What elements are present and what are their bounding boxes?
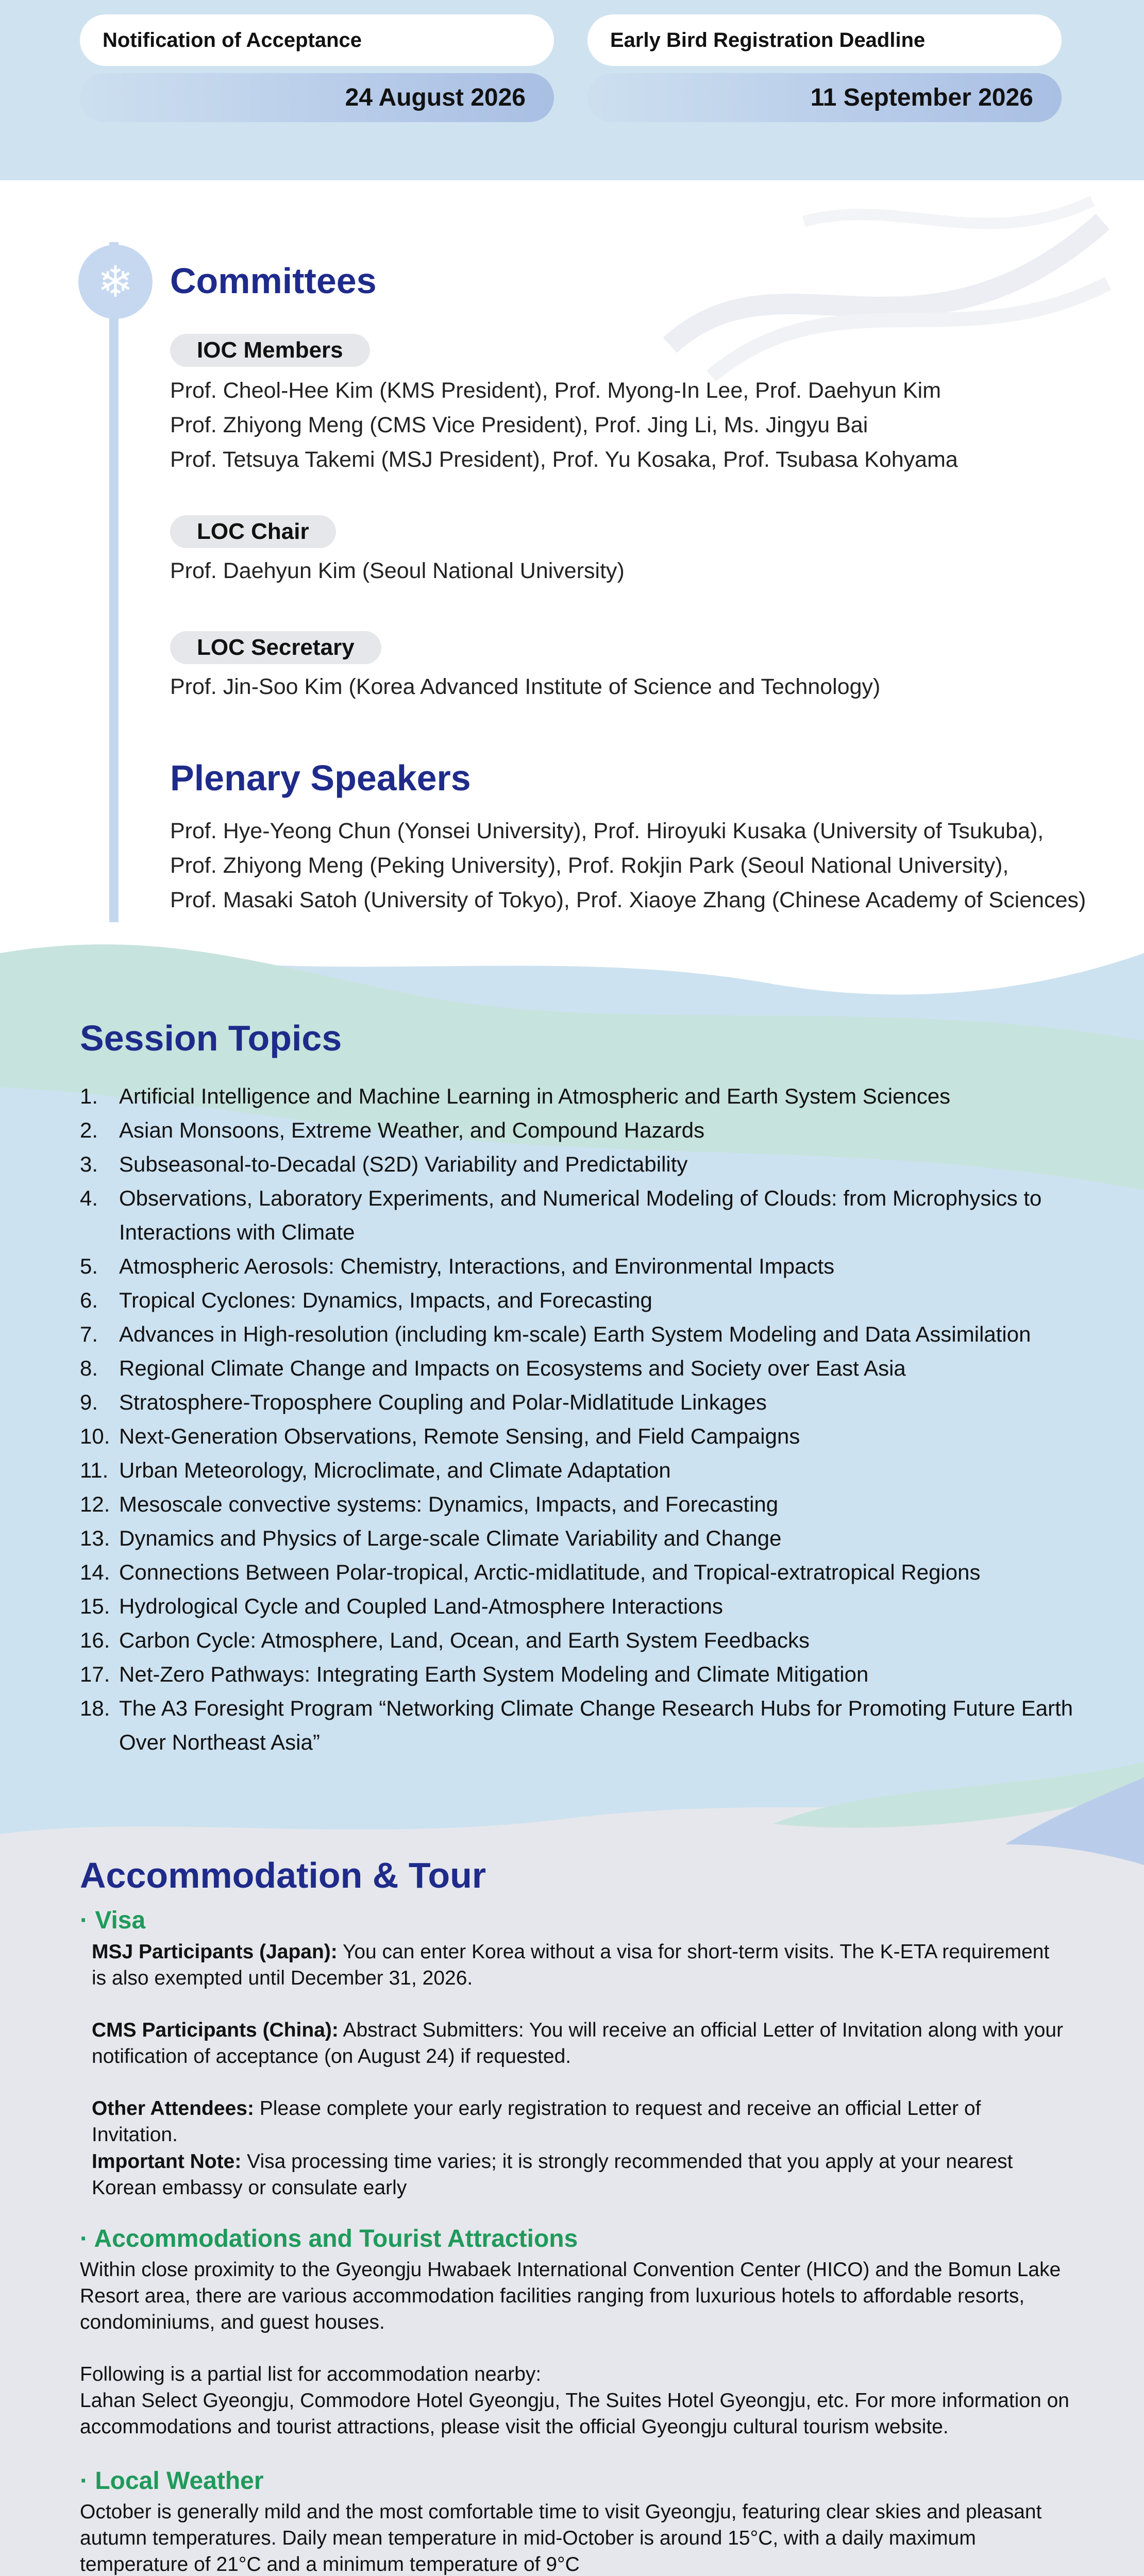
accommodations-list: Following is a partial list for accommodation nearby: Lahan Select Gyeongju, Commodore Hotel Gyeongju, The Suites Hotel Gyeongju, etc. For more information on accommodations and tourist attractions, please visit the official Gyeongju cultural tourism website. — [80, 2363, 1069, 2438]
loc-chair-label: LOC Chair — [170, 515, 336, 548]
topic-text: Stratosphere-Troposphere Coupling and Polar-Midlatitude Linkages — [119, 1390, 767, 1414]
topic-text: Mesoscale convective systems: Dynamics, Impacts, and Forecasting — [119, 1492, 779, 1516]
topic-text: Urban Meteorology, Microclimate, and Climate Adaptation — [119, 1458, 671, 1482]
decorative-swirl — [649, 191, 1113, 386]
topic-text: Tropical Cyclones: Dynamics, Impacts, and Forecasting — [119, 1288, 652, 1312]
session-topic-item — [80, 1419, 1085, 1453]
topic-number: 5. — [80, 1254, 98, 1278]
snowflake-icon: ❄ — [78, 245, 153, 319]
topic-number: 15. — [80, 1594, 110, 1618]
committees-section — [0, 180, 1144, 953]
session-topic-item — [80, 1657, 1085, 1691]
session-topic-item — [80, 1385, 1085, 1419]
topic-number: 1. — [80, 1084, 98, 1108]
accommodations-heading: · Accommodations and Tourist Attractions — [80, 2225, 578, 2252]
accommodation-title: Accommodation & Tour — [80, 1855, 486, 1895]
topic-number: 8. — [80, 1356, 98, 1380]
loc-chair-text: Prof. Daehyun Kim (Seoul National University) — [170, 558, 625, 583]
session-topic-item — [80, 1317, 1085, 1351]
session-topic-item — [80, 1079, 1085, 1113]
decorative-wave — [0, 1762, 1144, 1927]
plenary-speakers: Prof. Hye-Yeong Chun (Yonsei University), Prof. Hiroyuki Kusaka (University of Tsukuba), Prof. Zhiyong Meng (Peking University), Prof. Rokjin Park (Seoul National University), Prof. Masaki Satoh (University of Tokyo), Prof. Xiaoye Zhang (Chinese Academy of Sciences) — [170, 819, 1086, 912]
topic-number: 13. — [80, 1526, 110, 1550]
visa-other: Other Attendees: Please complete your early registration to request and receive an official Letter of Invitation. — [92, 2097, 981, 2146]
deadline-label: Early Bird Registration Deadline — [587, 14, 1062, 66]
topic-text: Carbon Cycle: Atmosphere, Land, Ocean, and Earth System Feedbacks — [119, 1628, 810, 1652]
topic-number: 10. — [80, 1424, 110, 1448]
session-topic-item — [80, 1249, 1085, 1283]
timeline-line — [109, 242, 119, 953]
visa-msj: MSJ Participants (Japan): You can enter Korea without a visa for short-term visits. The K-ETA requirement is also exempted until December 31, 2026. — [92, 1941, 1050, 1989]
topic-number: 2. — [80, 1118, 98, 1142]
session-topic-item — [80, 1623, 1085, 1657]
session-topic-item — [80, 1453, 1085, 1487]
deadline-date: 24 August 2026 — [80, 73, 554, 122]
loc-secretary-text: Prof. Jin-Soo Kim (Korea Advanced Institute of Science and Technology) — [170, 674, 881, 699]
session-topic-item — [80, 1351, 1085, 1385]
visa-cms: CMS Participants (China): Abstract Submitters: You will receive an official Letter of Invitation along with your notification of acceptance (on August 24) if requested. — [92, 2019, 1064, 2067]
topic-text: Next-Generation Observations, Remote Sensing, and Field Campaigns — [119, 1424, 800, 1448]
session-topic-item — [80, 1589, 1085, 1623]
topic-text: Dynamics and Physics of Large-scale Climate Variability and Change — [119, 1526, 782, 1550]
session-topic-list — [80, 1079, 1085, 1759]
topic-number: 12. — [80, 1492, 110, 1516]
session-topic-item — [80, 1487, 1085, 1521]
topic-text: Regional Climate Change and Impacts on Ecosystems and Society over East Asia — [119, 1356, 906, 1380]
topic-text: Observations, Laboratory Experiments, and Numerical Modeling of Clouds: from Microphysics to Interactions with Climate — [119, 1186, 1042, 1244]
topic-text: Connections Between Polar-tropical, Arctic-midlatitude, and Tropical-extratropical Regions — [119, 1560, 981, 1584]
visa-heading: · Visa — [80, 1907, 146, 1934]
ioc-label: IOC Members — [170, 334, 370, 367]
topic-text: Hydrological Cycle and Coupled Land-Atmosphere Interactions — [119, 1594, 723, 1618]
topic-number: 7. — [80, 1322, 98, 1346]
topic-number: 17. — [80, 1662, 110, 1686]
deadline-notification — [80, 14, 554, 122]
topic-text: Advances in High-resolution (including km-scale) Earth System Modeling and Data Assimilation — [119, 1322, 1031, 1346]
visa-note: Important Note: Visa processing time varies; it is strongly recommended that you apply at your nearest Korean embassy or consulate early — [92, 2150, 1013, 2199]
deadline-banner — [0, 0, 1144, 180]
topic-number: 11. — [80, 1458, 109, 1482]
session-topic-item — [80, 1113, 1085, 1147]
plenary-title: Plenary Speakers — [170, 758, 471, 798]
topic-text: Net-Zero Pathways: Integrating Earth System Modeling and Climate Mitigation — [119, 1662, 869, 1686]
topic-number: 3. — [80, 1152, 98, 1176]
topic-text: The A3 Foresight Program “Networking Climate Change Research Hubs for Promoting Future Earth Over Northeast Asia” — [119, 1696, 1073, 1754]
session-topic-item — [80, 1555, 1085, 1589]
session-topic-item — [80, 1283, 1085, 1317]
weather-text: October is generally mild and the most comfortable time to visit Gyeongju, featuring clear skies and pleasant autumn temperatures. Daily mean temperature in mid-October is around 15°C, with a daily maximum temperature of 21°C and a minimum temperature of 9°C — [80, 2501, 1042, 2575]
topic-number: 9. — [80, 1390, 98, 1414]
topic-number: 16. — [80, 1628, 110, 1652]
topic-number: 18. — [80, 1696, 110, 1720]
weather-heading: · Local Weather — [80, 2467, 264, 2495]
deadline-label: Notification of Acceptance — [80, 14, 554, 66]
session-topics-title: Session Topics — [80, 1018, 342, 1058]
session-topic-item — [80, 1691, 1085, 1759]
session-topic-item — [80, 1147, 1085, 1181]
session-topic-item — [80, 1521, 1085, 1555]
topic-text: Artificial Intelligence and Machine Learning in Atmospheric and Earth System Sciences — [119, 1084, 951, 1108]
accommodations-text: Within close proximity to the Gyeongju Hwabaek International Convention Center (HICO) and the Bomun Lake Resort area, there are various accommodation facilities ranging from luxurious hotels to affordable resorts, condominiums, and guest houses. — [80, 2259, 1061, 2333]
topic-text: Asian Monsoons, Extreme Weather, and Compound Hazards — [119, 1118, 705, 1142]
topic-text: Atmospheric Aerosols: Chemistry, Interactions, and Environmental Impacts — [119, 1254, 835, 1278]
committees-title: Committees — [170, 261, 377, 301]
topic-number: 6. — [80, 1288, 98, 1312]
topic-number: 14. — [80, 1560, 110, 1584]
deadline-date: 11 September 2026 — [587, 73, 1062, 122]
deadline-early-bird — [587, 14, 1062, 122]
topic-number: 4. — [80, 1186, 98, 1210]
session-topic-item — [80, 1181, 1085, 1249]
loc-secretary-label: LOC Secretary — [170, 631, 381, 664]
topic-text: Subseasonal-to-Decadal (S2D) Variability and Predictability — [119, 1152, 688, 1176]
ioc-members: Prof. Cheol-Hee Kim (KMS President), Prof. Myong-In Lee, Prof. Daehyun Kim Prof. Zhiyong Meng (CMS Vice President), Prof. Jing Li, Ms. Jingyu Bai Prof. Tetsuya Takemi (MSJ President), Prof. Yu Kosaka, Prof. Tsubasa Kohyama — [170, 378, 958, 472]
